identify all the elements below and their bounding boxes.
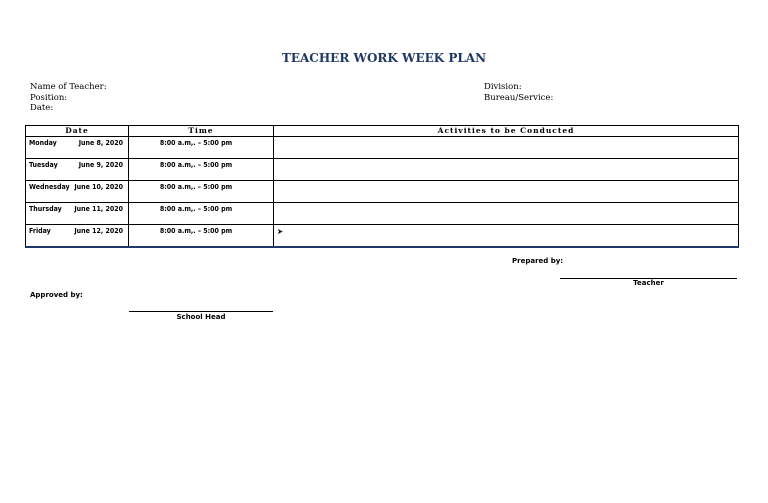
table-row (26, 225, 739, 248)
work-plan-table (25, 125, 739, 248)
table-row (26, 203, 739, 225)
table-row (26, 159, 739, 181)
time-cell (129, 181, 274, 203)
date-value: June 9, 2020 (78, 161, 123, 169)
date-cell (26, 159, 129, 181)
day-name: Thursday (29, 205, 62, 213)
column-header-time: Time (129, 126, 274, 137)
column-header-date: Date (26, 126, 129, 137)
time-value: 8:00 a.m,. – 5:00 pm (159, 139, 233, 147)
date-cell (26, 203, 129, 225)
time-value: 8:00 a.m,. – 5:00 pm (159, 227, 233, 235)
time-value: 8:00 a.m,. – 5:00 pm (159, 183, 233, 191)
date-cell (26, 225, 129, 248)
date-cell (26, 137, 129, 159)
school-head-signature-line (129, 311, 273, 312)
day-name: Wednesday (29, 183, 70, 191)
activity-cell[interactable] (274, 181, 739, 203)
time-cell (129, 137, 274, 159)
day-name: Tuesday (29, 161, 58, 169)
time-value: 8:00 a.m,. – 5:00 pm (159, 205, 233, 213)
date-value: June 8, 2020 (78, 139, 123, 147)
date-value: June 10, 2020 (74, 183, 123, 191)
teacher-label: Teacher (633, 279, 664, 287)
table-header-row (26, 126, 739, 137)
date-value: June 11, 2020 (74, 205, 123, 213)
activity-cell[interactable] (274, 203, 739, 225)
activity-cell[interactable] (274, 137, 739, 159)
time-cell (129, 203, 274, 225)
date-value: June 12, 2020 (74, 227, 123, 235)
day-name: Monday (29, 139, 57, 147)
bureau-service-label: Bureau/Service: (484, 93, 554, 103)
activity-cell[interactable] (274, 159, 739, 181)
page-title: TEACHER WORK WEEK PLAN (281, 51, 487, 65)
position-label: Position: (30, 93, 68, 103)
time-value: 8:00 a.m,. – 5:00 pm (159, 161, 233, 169)
date-label: Date: (30, 103, 54, 113)
activity-cell[interactable] (274, 225, 739, 248)
division-label: Division: (484, 82, 522, 92)
table-row (26, 137, 739, 159)
table-row (26, 181, 739, 203)
approved-by-label: Approved by: (30, 291, 83, 299)
date-cell (26, 181, 129, 203)
column-header-activities: Activities to be Conducted (274, 126, 739, 137)
time-cell (129, 159, 274, 181)
day-name: Friday (29, 227, 51, 235)
school-head-label: School Head (176, 313, 226, 321)
name-of-teacher-label: Name of Teacher: (30, 82, 107, 92)
time-cell (129, 225, 274, 248)
prepared-by-label: Prepared by: (512, 257, 564, 265)
arrow-bullet-icon: ➤ (277, 227, 284, 236)
